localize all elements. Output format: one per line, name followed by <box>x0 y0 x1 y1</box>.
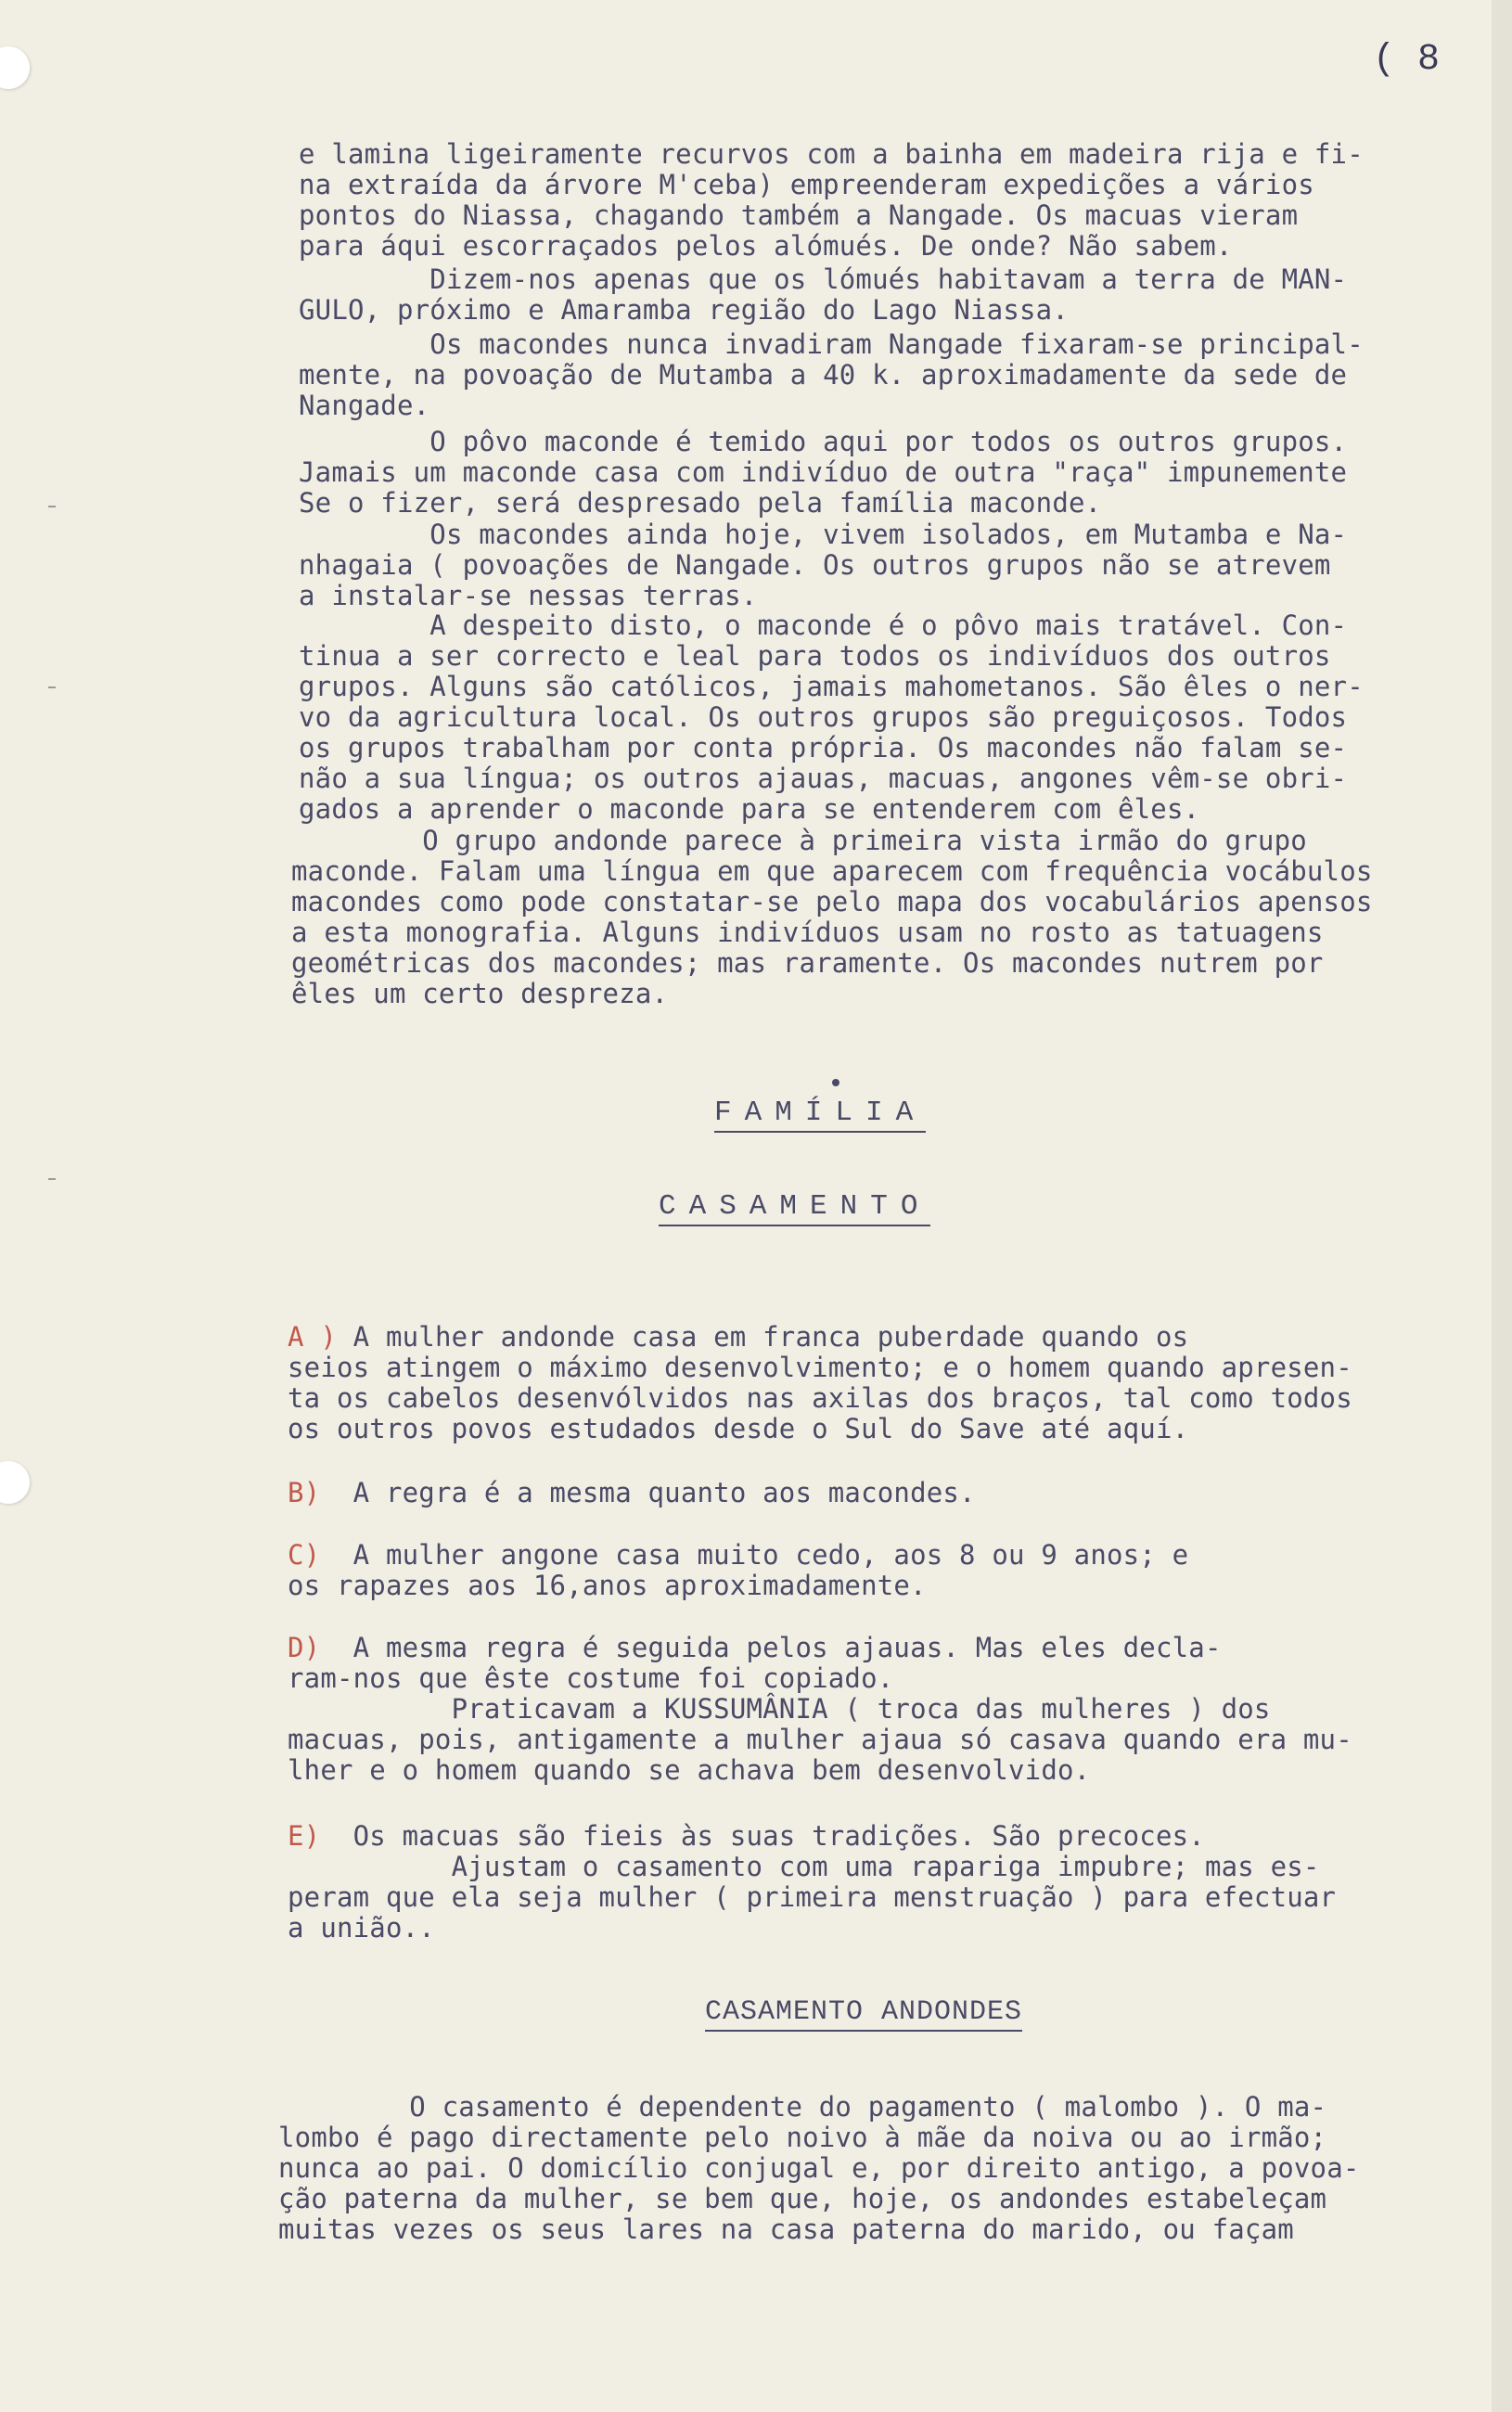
section-heading-familia: FAMÍLIA <box>714 1097 926 1133</box>
section-heading-casamento-andondes: CASAMENTO ANDONDES <box>705 1996 1022 2032</box>
item-text: A mulher angone casa muito cedo, aos 8 ou 9 anos; e os rapazes aos 16,anos aproximadamente. <box>288 1539 1189 1601</box>
paragraph: A despeito disto, o maconde é o pôvo mais tratável. Con- tinua a ser correcto e leal para todos os indivíduos dos outros grupos. Alguns são católicos, jamais mahometanos. São êles o ner- vo da agricultura local. Os outros grupos são preguiçosos. Todos os grupos trabalham por conta própria. Os macondes não falam se- não a sua língua; os outros ajauas, macuas, angones vêm-se obri- gados a aprender o maconde para se entenderem com êles. <box>299 609 1364 825</box>
punch-hole <box>0 1461 30 1504</box>
item-text: A mulher andonde casa em franca puberdade quando os seios atingem o máximo desenvolvimento; e o homem quando apresen- ta os cabelos desenvólvidos nas axilas dos braços, tal como todos os outros povos estudados desde o Sul do Save até aquí. <box>288 1321 1352 1444</box>
page-number: ( 8 <box>1373 39 1441 81</box>
margin-mark <box>48 506 56 507</box>
item-letter: D) <box>288 1632 321 1663</box>
item-letter: C) <box>288 1539 321 1571</box>
item-letter: A ) <box>288 1321 337 1353</box>
paragraph: O pôvo maconde é temido aqui por todos os outros grupos. Jamais um maconde casa com indivíduo de outra "raça" impunemente Se o fizer, será despresado pela família maconde. <box>299 426 1348 519</box>
item-letter: B) <box>288 1477 321 1508</box>
item-letter: E) <box>288 1820 321 1852</box>
item-text: A mesma regra é seguida pelos ajauas. Mas eles decla- ram-nos que êste costume foi copiado. Praticavam a KUSSUMÂNIA ( troca das mulheres ) dos macuas, pois, antigamente a mulher ajaua só casava quando era mu- lher e o homem quando se achava bem desenvolvido. <box>288 1632 1352 1786</box>
paragraph: O grupo andonde parece à primeira vista irmão do grupo maconde. Falam uma língua em que aparecem com frequência vocábulos macondes como pode constatar-se pelo mapa dos vocabulários apensos a esta monografia. Alguns indivíduos usam no rosto as tatuagens geométricas dos macondes; mas raramente. Os macondes nutrem por êles um certo despreza. <box>291 825 1373 1009</box>
paragraph: e lamina ligeiramente recurvos com a bainha em madeira rija e fi- na extraída da árvore M'ceba) empreenderam expedições a vários pontos do Niassa, chagando também a Nangade. Os macuas vieram para áqui escorraçados pelos alómués. De onde? Não sabem. <box>299 138 1364 262</box>
margin-mark <box>48 686 56 688</box>
item-text: Os macuas são fieis às suas tradições. São precoces. Ajustam o casamento com uma rapariga impubre; mas es- peram que ela seja mulher ( primeira menstruação ) para efectuar a união.. <box>288 1820 1337 1944</box>
paragraph: Os macondes nunca invadiram Nangade fixaram-se principal- mente, na povoação de Mutamba a 40 k. aproximadamente da sede de Nangade. <box>299 328 1364 421</box>
page-edge <box>1492 0 1512 2412</box>
section-heading-casamento: CASAMENTO <box>659 1190 930 1226</box>
paragraph: Dizem-nos apenas que os lómués habitavam a terra de MAN- GULO, próximo e Amaramba região do Lago Niassa. <box>299 263 1348 326</box>
paragraph: Os macondes ainda hoje, vivem isolados, em Mutamba e Na- nhagaia ( povoações de Nangade. Os outros grupos não se atrevem a instalar-se nessas terras. <box>299 519 1348 611</box>
margin-mark <box>48 1178 56 1180</box>
item-text: A regra é a mesma quanto aos macondes. <box>320 1477 976 1508</box>
ink-dot <box>832 1079 839 1086</box>
paragraph: O casamento é dependente do pagamento ( malombo ). O ma- lombo é pago directamente pelo noivo à mãe da noiva ou ao irmão; nunca ao pai. O domicílio conjugal e, por direito antigo, a povoa- ção paterna da mulher, se bem que, hoje, os andondes estabeleçam muitas vezes os seus lares na casa paterna do marido, ou façam <box>278 2091 1360 2245</box>
punch-hole <box>0 46 30 89</box>
